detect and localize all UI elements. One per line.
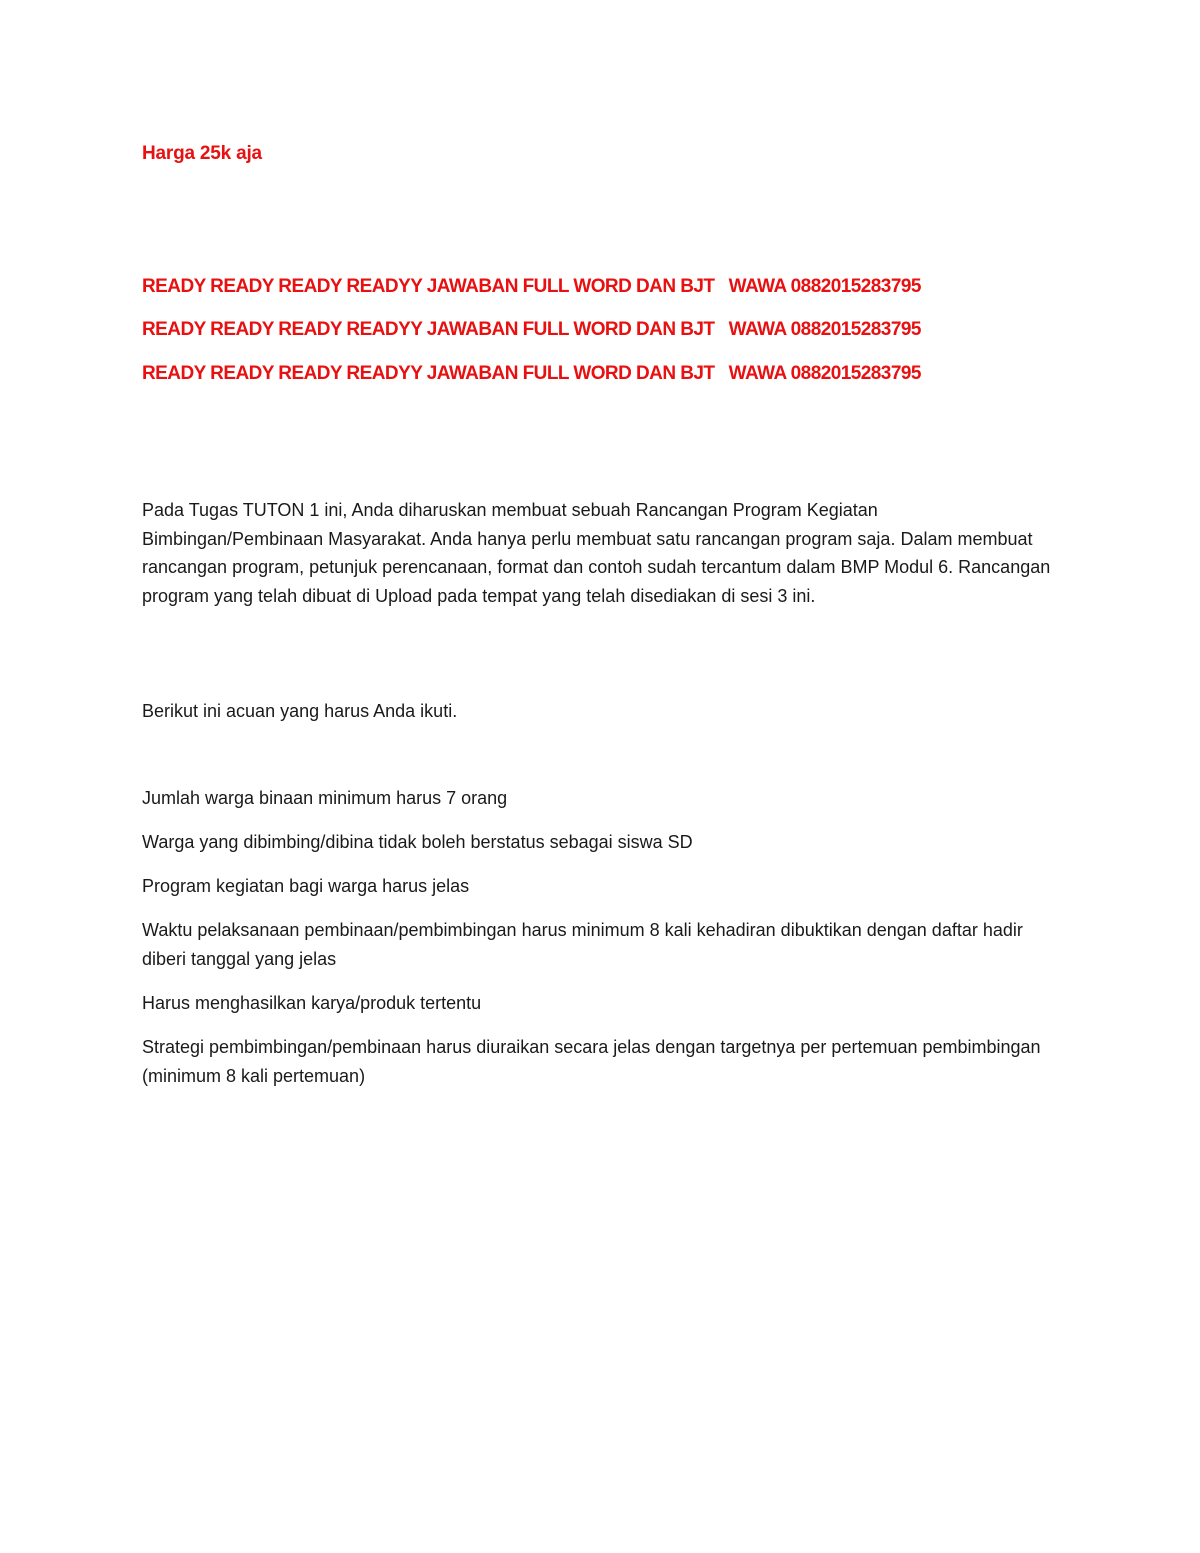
intro-paragraph: Pada Tugas TUTON 1 ini, Anda diharuskan membuat sebuah Rancangan Program Kegiatan Bimbingan/Pembinaan Masyarakat. Anda hanya perlu membuat satu rancangan program saja. Dalam membuat rancangan program, petunjuk perencanaan, format dan contoh sudah tercantum dalam BMP Modul 6. Rancangan program yang telah dibuat di Upload pada tempat yang telah disediakan di sesi 3 ini.: [142, 500, 1051, 606]
requirement-item: Waktu pelaksanaan pembinaan/pembimbingan harus minimum 8 kali kehadiran dibuktikan dengan daftar hadir diberi tanggal yang jelas: [142, 920, 1023, 969]
requirement-item: Program kegiatan bagi warga harus jelas: [142, 876, 470, 896]
promo-line: READY READY READY READYY JAWABAN FULL WORD DAN BJT WAWA 0882015283795: [142, 276, 921, 297]
promo-line: READY READY READY READYY JAWABAN FULL WORD DAN BJT WAWA 0882015283795: [142, 319, 921, 340]
requirement-item: Jumlah warga binaan minimum harus 7 orang: [142, 788, 508, 808]
requirement-item: Warga yang dibimbing/dibina tidak boleh berstatus sebagai siswa SD: [142, 832, 693, 852]
lead-sentence: Berikut ini acuan yang harus Anda ikuti.: [142, 701, 458, 721]
price-heading: Harga 25k aja: [142, 143, 262, 164]
requirement-item: Harus menghasilkan karya/produk tertentu: [142, 993, 482, 1013]
requirement-item: Strategi pembimbingan/pembinaan harus diuraikan secara jelas dengan targetnya per pertemuan pembimbingan (minimum 8 kali pertemuan): [142, 1037, 1041, 1086]
promo-line: READY READY READY READYY JAWABAN FULL WORD DAN BJT WAWA 0882015283795: [142, 363, 921, 384]
